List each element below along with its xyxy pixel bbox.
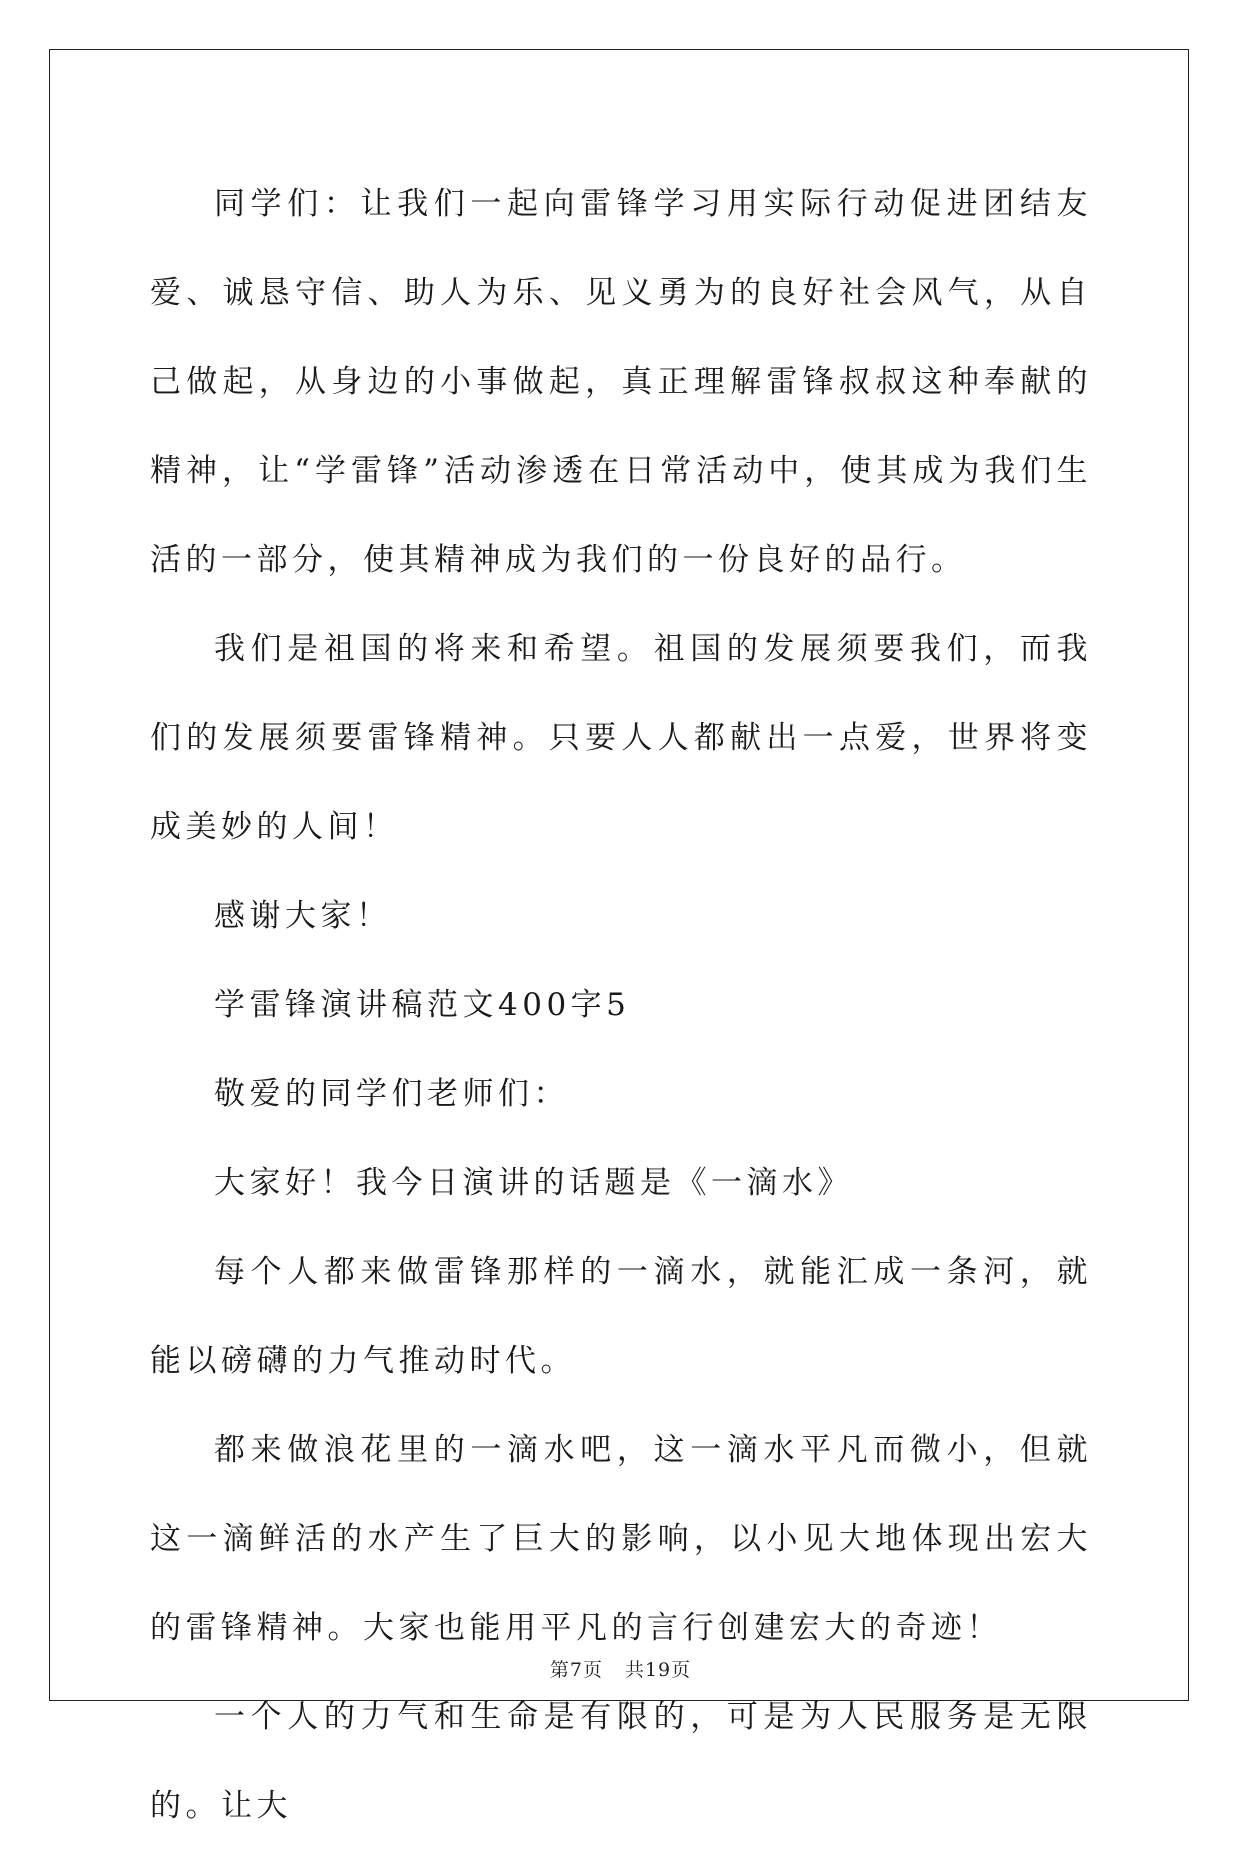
paragraph-8: 都来做浪花里的一滴水吧，这一滴水平凡而微小，但就这一滴鲜活的水产生了巨大的影响，以小见大地体现出宏大的雷锋精神。大家也能用平凡的言行创建宏大的奇迹！ [150,1432,1092,1646]
paragraph-7: 每个人都来做雷锋那样的一滴水，就能汇成一条河，就能以磅礴的力气推动时代。 [150,1254,1092,1379]
paragraph-3: 感谢大家！ [214,898,392,934]
current-page-number: 第7页 [549,1659,603,1681]
section-heading: 学雷锋演讲稿范文400字5 [214,987,631,1023]
paragraph-9: 一个人的力气和生命是有限的，可是为人民服务是无限的。让大 [150,1699,1092,1824]
greeting: 大家好！我今日演讲的话题是《一滴水》 [214,1165,853,1201]
total-pages: 共19页 [624,1659,692,1681]
page-footer [0,1655,1241,1682]
paragraph-2: 我们是祖国的将来和希望。祖国的发展须要我们，而我们的发展须要雷锋精神。只要人人都献出一点爱，世界将变成美妙的人间！ [150,631,1092,845]
salutation: 敬爱的同学们老师们： [214,1076,569,1112]
paragraph-1: 同学们：让我们一起向雷锋学习用实际行动促进团结友爱、诚恳守信、助人为乐、见义勇为的良好社会风气，从自己做起，从身边的小事做起，真正理解雷锋叔叔这种奉献的精神，让“学雷锋”活动渗透在日常活动中，使其成为我们生活的一部分，使其精神成为我们的一份良好的品行。 [150,186,1092,578]
document-body [150,160,1092,1851]
